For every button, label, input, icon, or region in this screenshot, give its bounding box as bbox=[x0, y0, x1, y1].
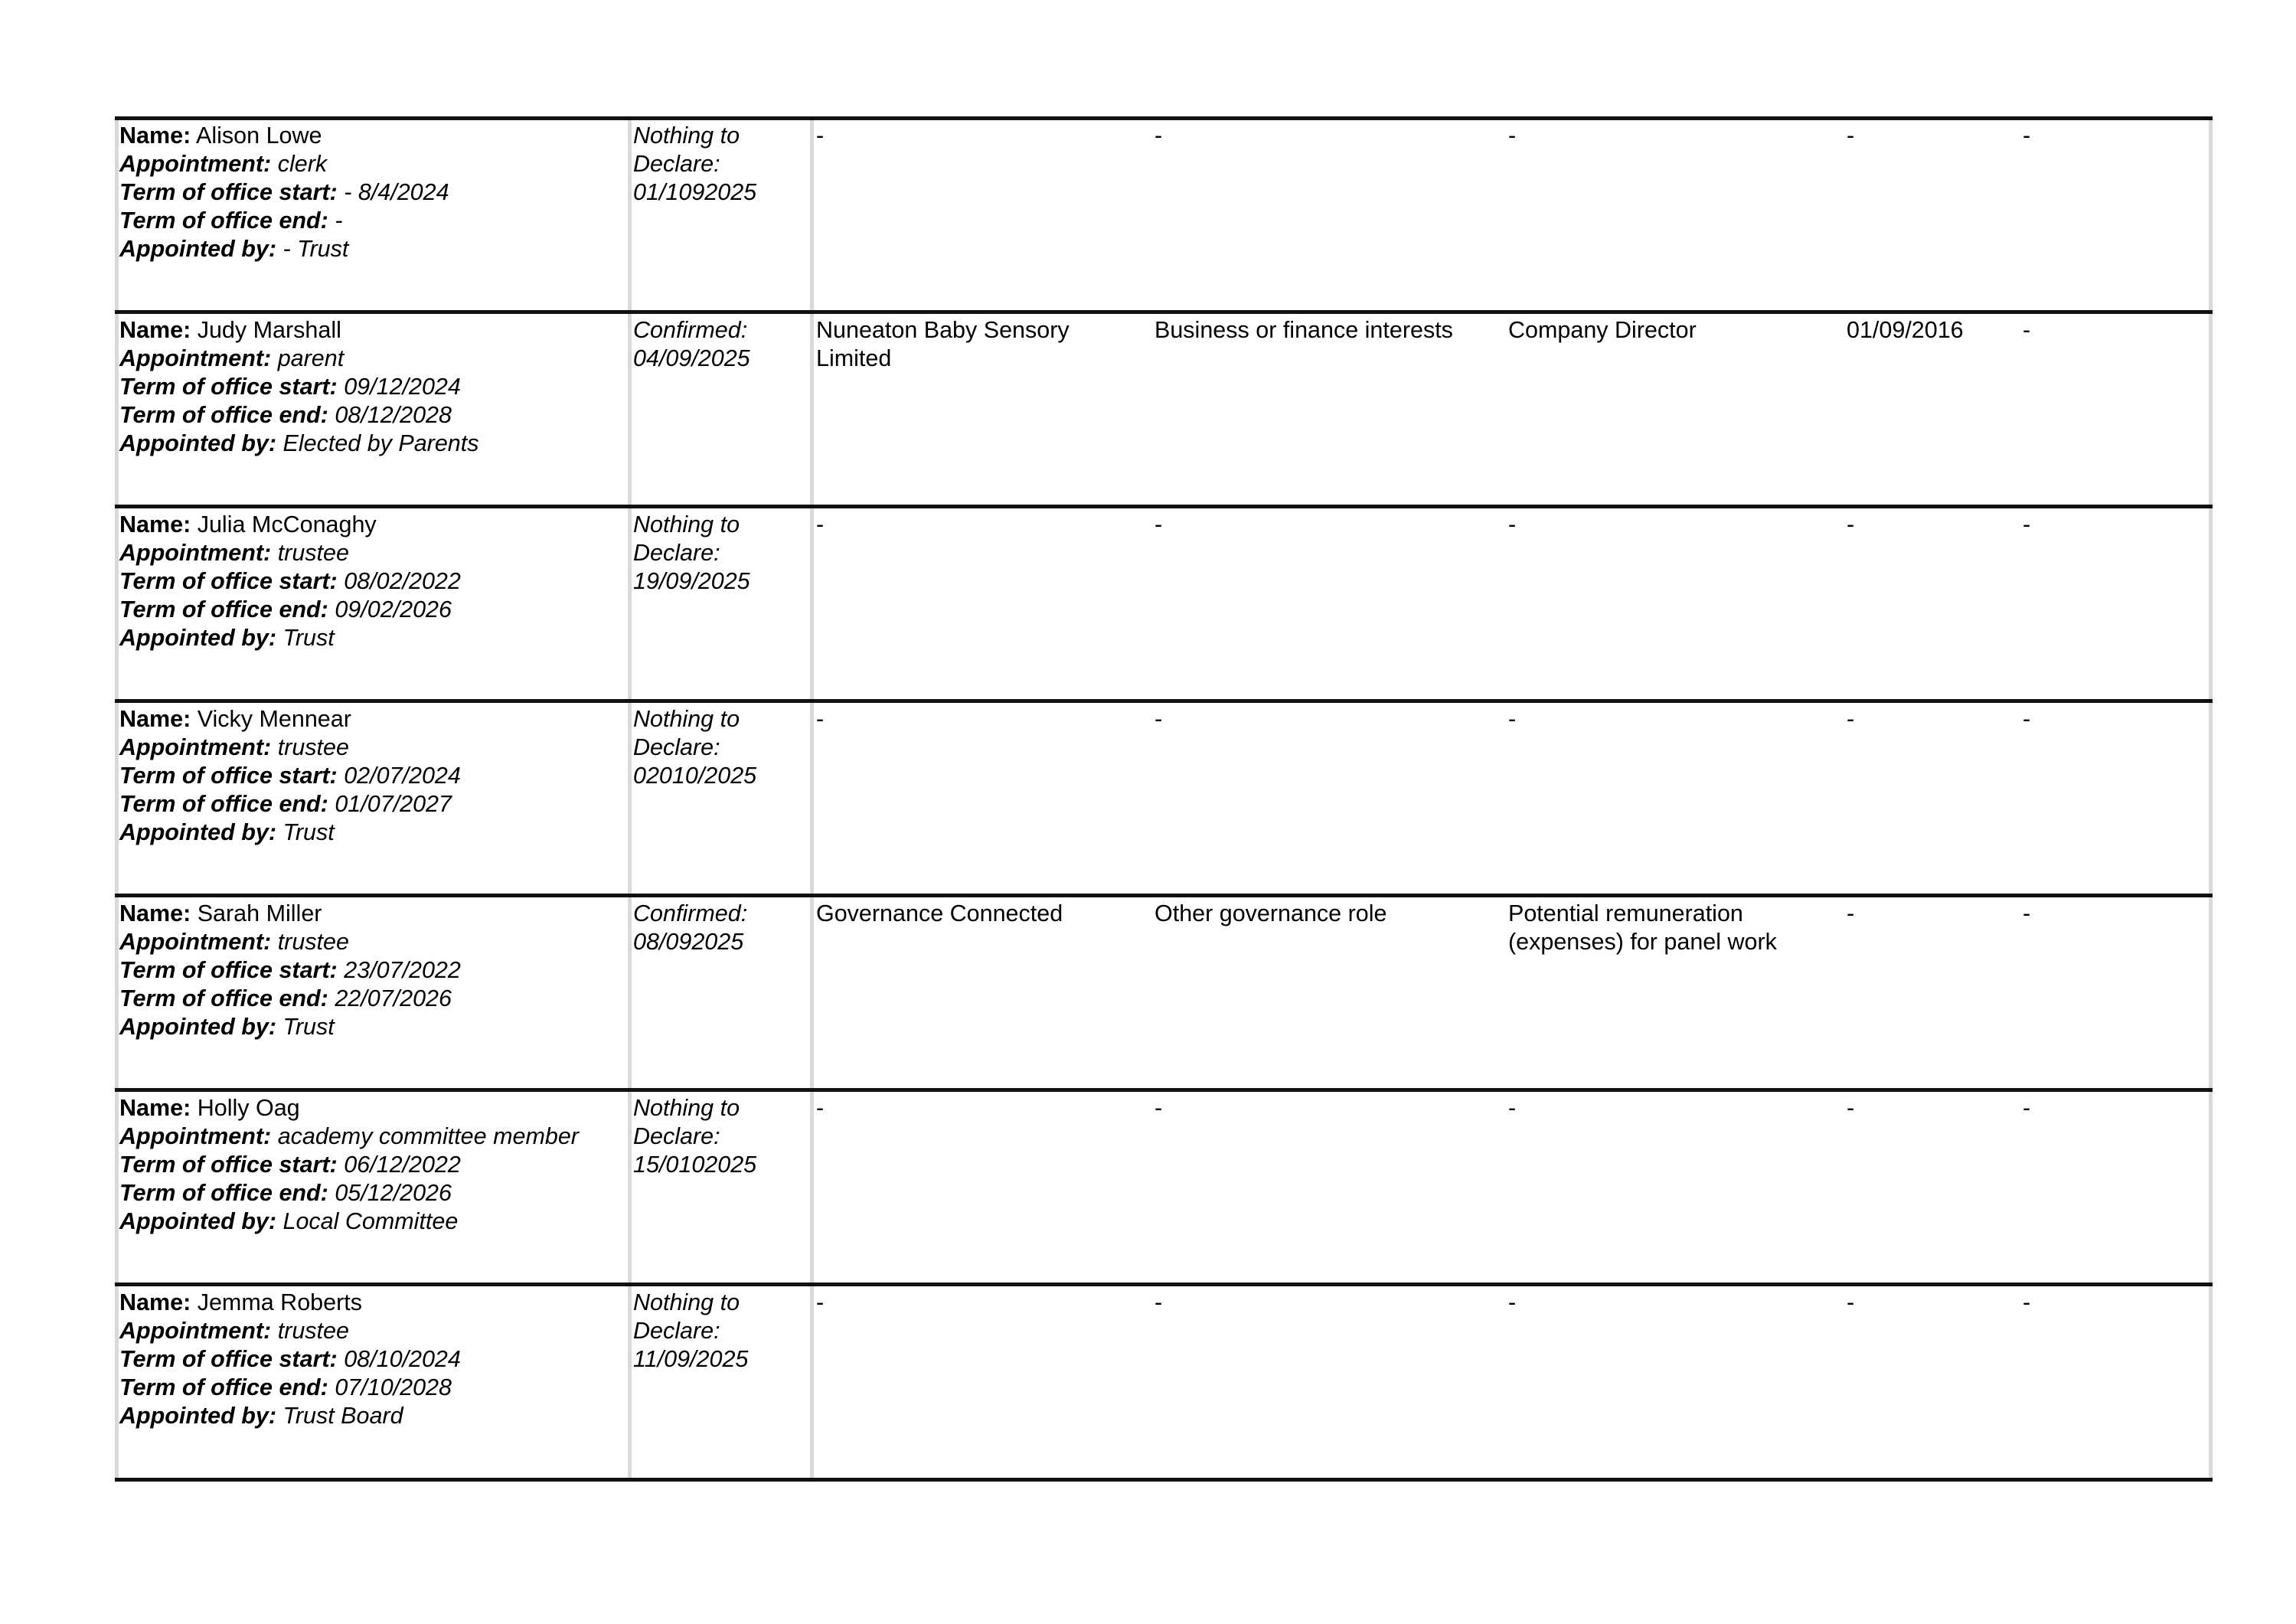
term-start-value: 23/07/2022 bbox=[344, 957, 461, 983]
term-start-label: Term of office start: bbox=[119, 957, 338, 983]
declaration-line: Nothing to bbox=[633, 1289, 740, 1315]
date-ceased-cell: - bbox=[2023, 511, 2031, 538]
appointed-by-label: Appointed by: bbox=[119, 1403, 276, 1429]
organisation-cell: - bbox=[816, 511, 825, 538]
member-details-cell bbox=[119, 315, 629, 458]
interest-type-cell: - bbox=[1155, 1289, 1163, 1315]
appointment-value: trustee bbox=[277, 1318, 349, 1344]
register-of-interests-table bbox=[115, 116, 2213, 1482]
term-start-value: 02/07/2024 bbox=[344, 763, 461, 789]
date-ceased-cell: - bbox=[2023, 1289, 2031, 1315]
declaration-date: 01/1092025 bbox=[633, 179, 757, 205]
table-row bbox=[115, 1093, 2213, 1286]
table-row bbox=[115, 509, 2213, 703]
interest-type-cell: Other governance role bbox=[1155, 900, 1387, 926]
date-ceased-cell: - bbox=[2023, 317, 2031, 343]
declaration-date: 15/0102025 bbox=[633, 1152, 757, 1178]
appointed-by-value: Trust bbox=[283, 625, 335, 651]
term-end-label: Term of office end: bbox=[119, 985, 328, 1011]
term-start-value: - 8/4/2024 bbox=[344, 179, 449, 205]
declaration-line: Declare: bbox=[633, 734, 720, 760]
table-row bbox=[115, 704, 2213, 897]
organisation-cell: - bbox=[816, 1289, 825, 1315]
member-details-cell bbox=[119, 1093, 629, 1236]
date-appointed-cell: - bbox=[1847, 1095, 1855, 1121]
declaration-cell bbox=[633, 704, 809, 790]
declaration-line: Confirmed: bbox=[633, 900, 748, 926]
appointed-by-value: Local Committee bbox=[283, 1208, 459, 1234]
member-name: Julia McConaghy bbox=[197, 511, 377, 538]
declaration-line: Declare: bbox=[633, 151, 720, 177]
term-end-label: Term of office end: bbox=[119, 207, 328, 234]
term-end-value: 09/02/2026 bbox=[335, 596, 452, 622]
date-ceased-cell: - bbox=[2023, 900, 2031, 926]
declaration-line: Declare: bbox=[633, 1318, 720, 1344]
declaration-cell bbox=[633, 120, 809, 207]
member-details-cell bbox=[119, 704, 629, 847]
member-details-cell bbox=[119, 509, 629, 652]
term-start-value: 08/10/2024 bbox=[344, 1346, 461, 1372]
term-start-label: Term of office start: bbox=[119, 1152, 338, 1178]
organisation-cell: - bbox=[816, 706, 825, 732]
appointment-label: Appointment: bbox=[119, 734, 272, 760]
term-end-label: Term of office end: bbox=[119, 402, 328, 428]
term-start-label: Term of office start: bbox=[119, 568, 338, 594]
name-label: Name: bbox=[119, 1095, 191, 1121]
term-start-label: Term of office start: bbox=[119, 1346, 338, 1372]
appointed-by-value: Trust Board bbox=[283, 1403, 403, 1429]
member-name: Jemma Roberts bbox=[197, 1289, 362, 1315]
name-label: Name: bbox=[119, 706, 191, 732]
declaration-line: Declare: bbox=[633, 540, 720, 566]
appointment-label: Appointment: bbox=[119, 151, 272, 177]
appointment-label: Appointment: bbox=[119, 1318, 272, 1344]
declaration-line: Nothing to bbox=[633, 511, 740, 538]
member-details-cell bbox=[119, 898, 629, 1041]
name-label: Name: bbox=[119, 1289, 191, 1315]
appointment-value: academy committee member bbox=[277, 1123, 579, 1149]
member-name: Sarah Miller bbox=[197, 900, 322, 926]
name-label: Name: bbox=[119, 900, 191, 926]
declaration-line: Nothing to bbox=[633, 1095, 740, 1121]
declaration-date: 02010/2025 bbox=[633, 763, 757, 789]
table-row bbox=[115, 315, 2213, 508]
member-name: Vicky Mennear bbox=[197, 706, 351, 732]
appointment-value: trustee bbox=[277, 929, 349, 955]
nature-cell: - bbox=[1508, 511, 1517, 538]
appointed-by-label: Appointed by: bbox=[119, 625, 276, 651]
declaration-date: 11/09/2025 bbox=[633, 1346, 749, 1372]
interest-type-cell: - bbox=[1155, 123, 1163, 149]
term-end-label: Term of office end: bbox=[119, 596, 328, 622]
term-start-label: Term of office start: bbox=[119, 763, 338, 789]
declaration-date: 08/092025 bbox=[633, 929, 744, 955]
term-start-label: Term of office start: bbox=[119, 179, 338, 205]
term-start-value: 06/12/2022 bbox=[344, 1152, 461, 1178]
organisation-cell: - bbox=[816, 1095, 825, 1121]
date-appointed-cell: - bbox=[1847, 900, 1855, 926]
declaration-date: 04/09/2025 bbox=[633, 345, 750, 371]
term-end-label: Term of office end: bbox=[119, 1374, 328, 1400]
date-appointed-cell: - bbox=[1847, 511, 1855, 538]
member-name: Judy Marshall bbox=[197, 317, 341, 343]
appointed-by-value: Elected by Parents bbox=[283, 430, 479, 456]
organisation-cell: Governance Connected bbox=[816, 900, 1063, 926]
declaration-line: Confirmed: bbox=[633, 317, 748, 343]
declaration-line: Nothing to bbox=[633, 706, 740, 732]
term-start-value: 09/12/2024 bbox=[344, 374, 461, 400]
term-start-value: 08/02/2022 bbox=[344, 568, 461, 594]
term-end-label: Term of office end: bbox=[119, 1180, 328, 1206]
name-label: Name: bbox=[119, 317, 191, 343]
term-start-label: Term of office start: bbox=[119, 374, 338, 400]
member-details-cell bbox=[119, 120, 629, 263]
declaration-cell bbox=[633, 315, 809, 373]
appointment-label: Appointment: bbox=[119, 540, 272, 566]
date-appointed-cell: - bbox=[1847, 123, 1855, 149]
interest-type-cell: - bbox=[1155, 1095, 1163, 1121]
declaration-line: Nothing to bbox=[633, 123, 740, 149]
member-name: Alison Lowe bbox=[196, 123, 322, 149]
term-end-value: 05/12/2026 bbox=[335, 1180, 452, 1206]
date-ceased-cell: - bbox=[2023, 706, 2031, 732]
appointed-by-value: - Trust bbox=[283, 236, 349, 262]
table-row bbox=[115, 898, 2213, 1092]
nature-cell: - bbox=[1508, 1289, 1517, 1315]
appointment-value: parent bbox=[277, 345, 345, 371]
appointed-by-label: Appointed by: bbox=[119, 1014, 276, 1040]
interest-type-cell: - bbox=[1155, 706, 1163, 732]
appointment-label: Appointment: bbox=[119, 929, 272, 955]
term-end-value: - bbox=[335, 207, 343, 234]
declaration-date: 19/09/2025 bbox=[633, 568, 750, 594]
appointment-label: Appointment: bbox=[119, 1123, 272, 1149]
appointed-by-label: Appointed by: bbox=[119, 819, 276, 845]
date-ceased-cell: - bbox=[2023, 123, 2031, 149]
appointed-by-label: Appointed by: bbox=[119, 1208, 276, 1234]
declaration-line: Declare: bbox=[633, 1123, 720, 1149]
interest-type-cell: Business or finance interests bbox=[1155, 317, 1453, 343]
name-label: Name: bbox=[119, 511, 191, 538]
appointment-label: Appointment: bbox=[119, 345, 272, 371]
declaration-cell bbox=[633, 1093, 809, 1179]
name-label: Name: bbox=[119, 123, 191, 149]
appointed-by-value: Trust bbox=[283, 819, 335, 845]
date-ceased-cell: - bbox=[2023, 1095, 2031, 1121]
table-row bbox=[115, 1287, 2213, 1481]
term-end-value: 08/12/2028 bbox=[335, 402, 452, 428]
date-appointed-cell: - bbox=[1847, 706, 1855, 732]
nature-cell: Company Director bbox=[1508, 317, 1697, 343]
appointed-by-label: Appointed by: bbox=[119, 430, 276, 456]
declaration-cell bbox=[633, 1287, 809, 1374]
interest-type-cell: - bbox=[1155, 511, 1163, 538]
declaration-cell bbox=[633, 898, 809, 956]
nature-cell: Potential remuneration (expenses) for panel work bbox=[1508, 900, 1777, 955]
organisation-cell: - bbox=[816, 123, 825, 149]
appointment-value: clerk bbox=[277, 151, 328, 177]
nature-cell: - bbox=[1508, 706, 1517, 732]
appointed-by-label: Appointed by: bbox=[119, 236, 276, 262]
date-appointed-cell: - bbox=[1847, 1289, 1855, 1315]
appointment-value: trustee bbox=[277, 540, 349, 566]
date-appointed-cell: 01/09/2016 bbox=[1847, 317, 1964, 343]
appointed-by-value: Trust bbox=[283, 1014, 335, 1040]
term-end-value: 07/10/2028 bbox=[335, 1374, 452, 1400]
declaration-cell bbox=[633, 509, 809, 596]
term-end-label: Term of office end: bbox=[119, 791, 328, 817]
appointment-value: trustee bbox=[277, 734, 349, 760]
term-end-value: 22/07/2026 bbox=[335, 985, 452, 1011]
term-end-value: 01/07/2027 bbox=[335, 791, 452, 817]
table-row bbox=[115, 120, 2213, 314]
organisation-cell: Nuneaton Baby Sensory Limited bbox=[816, 317, 1070, 371]
member-name: Holly Oag bbox=[197, 1095, 300, 1121]
nature-cell: - bbox=[1508, 1095, 1517, 1121]
member-details-cell bbox=[119, 1287, 629, 1430]
nature-cell: - bbox=[1508, 123, 1517, 149]
